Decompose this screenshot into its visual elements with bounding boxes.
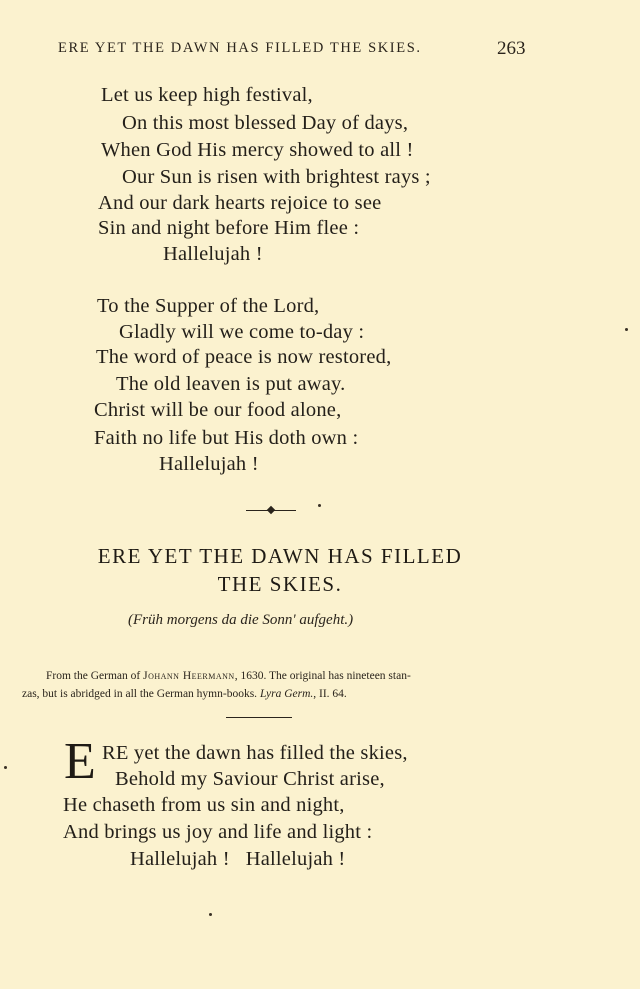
stanza-1-line-4: Our Sun is risen with brightest rays ; [122,166,431,188]
stanza-1-line-5: And our dark hearts rejoice to see [98,192,382,214]
note-year: , 1630. The original has nineteen stan- [234,670,411,682]
stanza-3-line-2: Behold my Saviour Christ arise, [115,768,385,790]
stanza-3-line-1: RE yet the dawn has filled the skies, [102,742,408,764]
page-number: 263 [497,38,526,59]
diamond-icon [267,506,275,514]
stanza-2-line-2: Gladly will we come to-day : [119,321,365,343]
stanza-3-refrain: Hallelujah ! Hallelujah ! [130,848,346,870]
ink-speck [209,913,212,916]
hymn-title-line-1: ERE YET THE DAWN HAS FILLED [97,544,463,568]
stanza-2-line-5: Christ will be our food alone, [94,399,342,421]
source-note-line-1 [46,670,411,682]
divider-rule [226,717,292,718]
stanza-2-line-4: The old leaven is put away. [116,373,346,395]
drop-cap: E [64,733,96,790]
note-abridged: zas, but is abridged in all the German hymn-books. [22,688,258,700]
ink-speck [625,328,628,331]
stanza-2-refrain: Hallelujah ! [159,453,259,475]
source-note-line-2 [22,688,347,700]
stanza-3-line-3: He chaseth from us sin and night, [63,794,345,816]
hymn-title-line-2: THE SKIES. [217,572,343,596]
note-source: Lyra Germ. [259,688,314,700]
running-head: ERE YET THE DAWN HAS FILLED THE SKIES. [58,40,422,56]
stanza-1-line-2: On this most blessed Day of days, [122,112,409,134]
stanza-2-line-1: To the Supper of the Lord, [97,295,320,317]
stanza-2-line-6: Faith no life but His doth own : [94,427,359,449]
ink-speck [4,766,7,769]
ink-speck [318,504,321,507]
stanza-2-line-3: The word of peace is now restored, [96,346,392,368]
note-from: From the German of [46,670,141,682]
stanza-1-line-3: When God His mercy showed to all ! [101,139,414,161]
hymn-subtitle: (Früh morgens da die Sonn' aufgeht.) [128,612,354,628]
stanza-1-line-1: Let us keep high festival, [101,84,313,106]
note-author: Johann Heermann [143,670,235,682]
stanza-1-refrain: Hallelujah ! [163,243,263,265]
note-source-ref: , II. 64. [313,688,347,700]
stanza-3-line-4: And brings us joy and life and light : [63,821,373,843]
stanza-1-line-6: Sin and night before Him flee : [98,217,360,239]
section-ornament [246,506,296,516]
